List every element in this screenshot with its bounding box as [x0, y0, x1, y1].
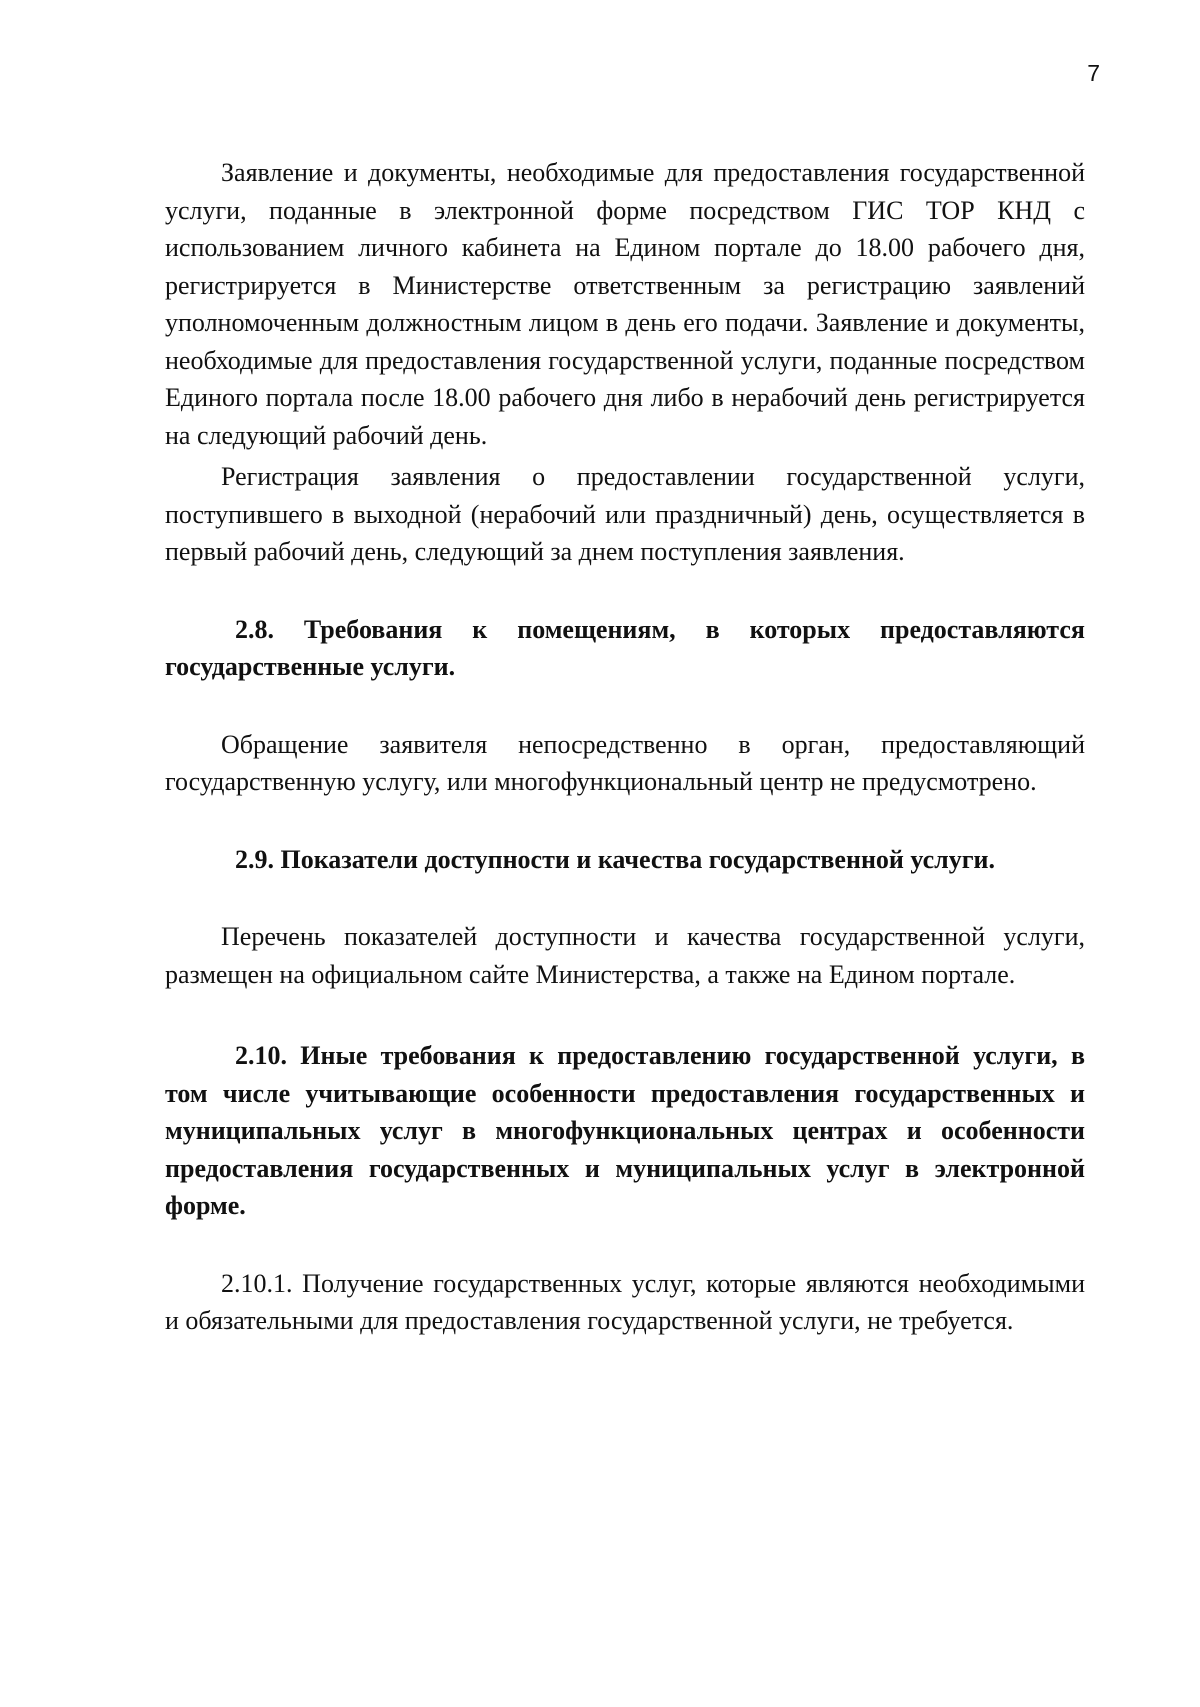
paragraph-registration-electronic: Заявление и документы, необходимые для предоставления государственной услуги, поданные в электронной форме посредством ГИС ТОР КНД с использованием личного кабинета на Едином портале до 18.00 рабочего дня, регистрируется в Министерстве ответственным за регистрацию заявлений уполномоченным должностным лицом в день его подачи. Заявление и документы, необходимые для предоставления государственной услуги, поданные посредством Единого портала после 18.00 рабочего дня либо в нерабочий день регистрируется на следующий рабочий день.	[165, 158, 1085, 450]
paragraph-2-10-1: 2.10.1. Получение государственных услуг, которые являются необходимыми и обязательными для предоставления государственной услуги, не требуется.	[165, 1268, 1085, 1335]
document-body	[165, 154, 1085, 1340]
paragraph-applicant-appeal: Обращение заявителя непосредственно в орган, предоставляющий государственную услугу, или многофункциональный центр не предусмотрено.	[165, 729, 1085, 796]
section-heading-2-10: 2.10. Иные требования к предоставлению государственной услуги, в том числе учитывающие особенности предоставления государственных и муниципальных услуг в многофункциональных центрах и особенности предоставления государственных и муниципальных услуг в электронной форме.	[165, 1041, 1085, 1220]
paragraph-registration-weekend: Регистрация заявления о предоставлении государственной услуги, поступившего в выходной (нерабочий или праздничный) день, осуществляется в первый рабочий день, следующий за днем поступления заявления.	[165, 462, 1085, 566]
page-number: 7	[1087, 60, 1100, 86]
section-heading-2-8: 2.8. Требования к помещениям, в которых предоставляются государственные услуги.	[165, 614, 1085, 681]
section-heading-2-9: 2.9. Показатели доступности и качества государственной услуги.	[235, 844, 996, 874]
paragraph-indicators-list: Перечень показателей доступности и качества государственной услуги, размещен на официальном сайте Министерства, а также на Едином портале.	[165, 922, 1085, 989]
